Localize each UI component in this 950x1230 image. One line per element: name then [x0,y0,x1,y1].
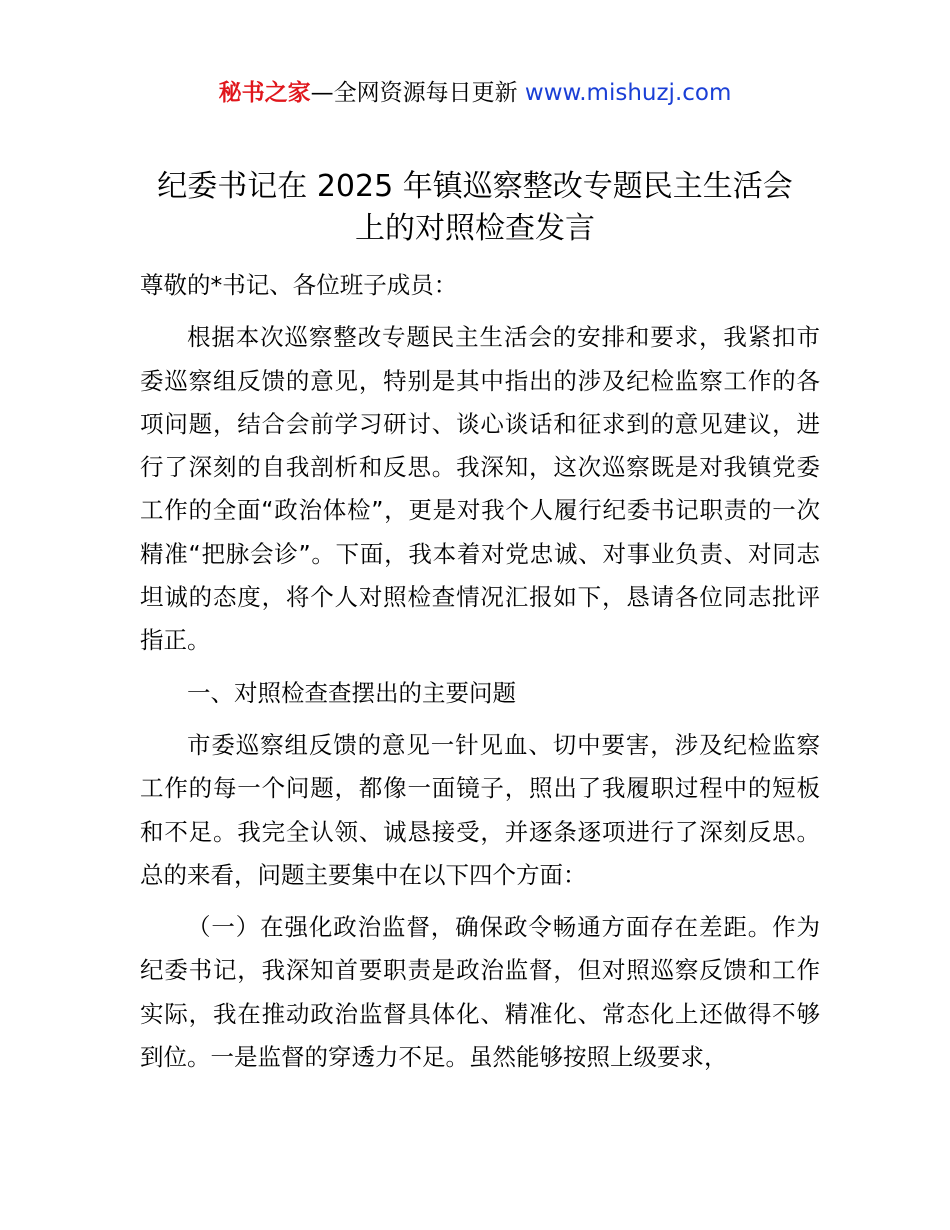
document-body [140,264,820,1079]
site-url-link[interactable]: www.mishuzj.com [524,80,732,106]
body-paragraph: （一）在强化政治监督，确保政令畅通方面存在差距。作为纪委书记，我深知首要职责是政治监督，但对照巡察反馈和工作实际，我在推动政治监督具体化、精准化、常态化上还做得不够到位。一是监督的穿透力不足。虽然能够按照上级要求， [140,913,820,1072]
document-title-line-2: 上的对照检查发言 [355,211,595,246]
document-title [110,166,840,250]
site-tagline: —全网资源每日更新 [310,80,525,106]
site-brand: 秘书之家 [218,80,311,106]
body-paragraph: 市委巡察组反馈的意见一针见血、切中要害，涉及纪检监察工作的每一个问题，都像一面镜子，照出了我履职过程中的短板和不足。我完全认领、诚恳接受，并逐条逐项进行了深刻反思。总的来看，问题主要集中在以下四个方面： [140,730,820,889]
document-title-line-1: 纪委书记在 2025 年镇巡察整改专题民主生活会 [157,169,793,204]
salutation: 尊敬的*书记、各位班子成员： [140,271,458,299]
intro-paragraph: 根据本次巡察整改专题民主生活会的安排和要求，我紧扣市委巡察组反馈的意见，特别是其中指出的涉及纪检监察工作的各项问题，结合会前学习研讨、谈心谈话和征求到的意见建议，进行了深刻的自我剖析和反思。我深知，这次巡察既是对我镇党委工作的全面“政治体检”，更是对我个人履行纪委书记职责的一次精准“把脉会诊”。下面，我本着对党忠诚、对事业负责、对同志坦诚的态度，将个人对照检查情况汇报如下，恳请各位同志批评指正。 [140,323,820,655]
site-header [0,76,950,110]
section-heading: 一、对照检查查摆出的主要问题 [187,678,516,707]
